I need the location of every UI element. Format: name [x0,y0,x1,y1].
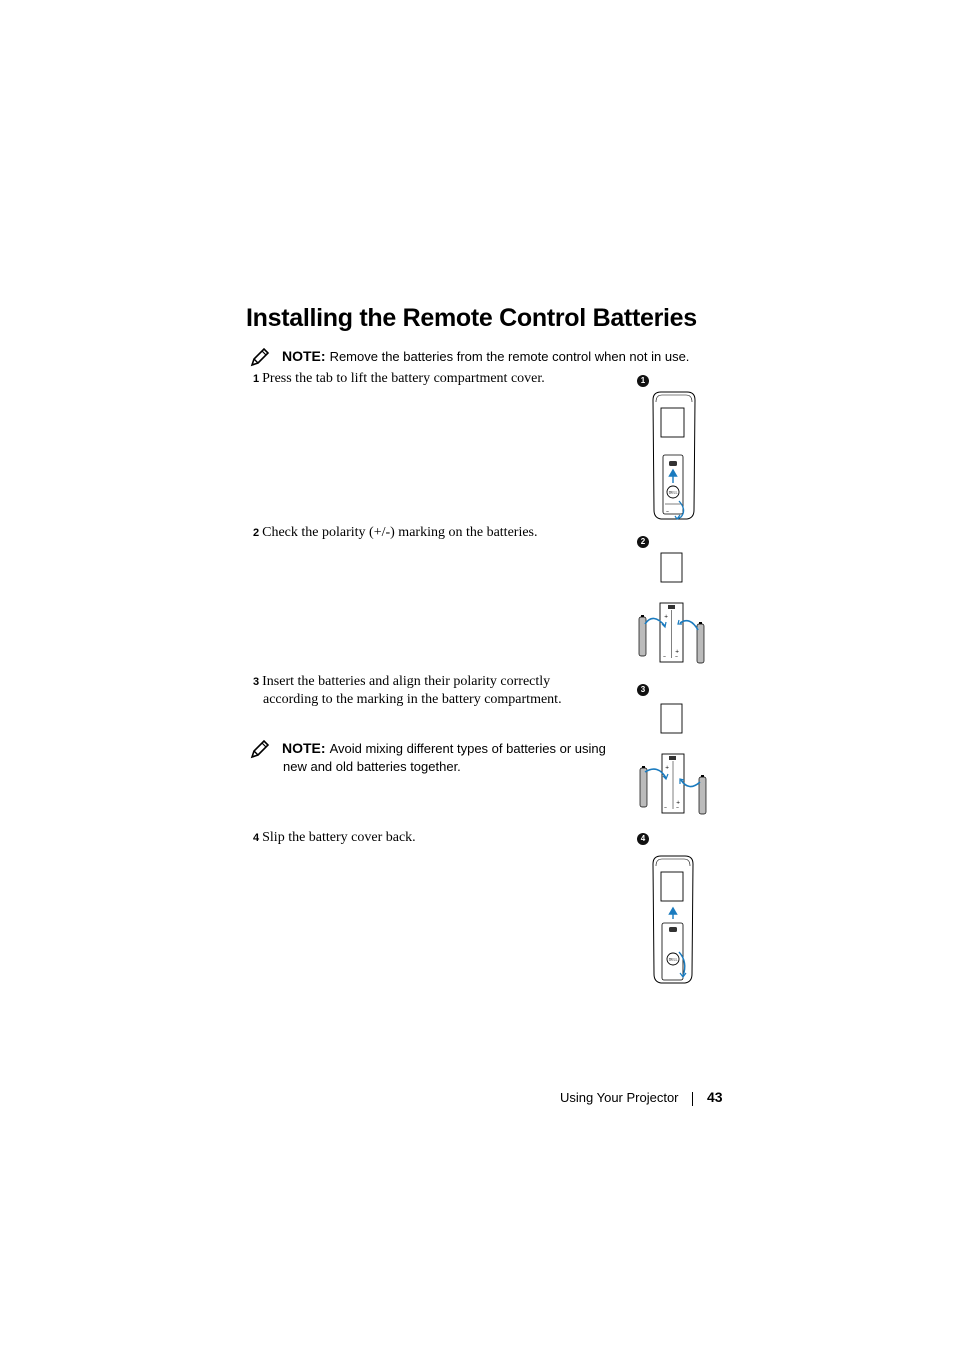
battery-icon [699,775,706,814]
step-3-line-2: according to the marking in the battery compartment. [263,692,562,707]
note-1-label: NOTE: [282,348,326,364]
note-1 [282,348,689,365]
svg-text:–: – [675,653,678,660]
svg-text:–: – [676,804,679,811]
note-2-line-1: Avoid mixing different types of batteries or using [329,741,606,756]
footer-section-title: Using Your Projector [560,1090,679,1105]
step-2-badge: 2 [637,536,649,548]
note-2-label: NOTE: [282,740,326,756]
note-pencil-icon [249,738,271,760]
footer-separator [692,1092,693,1106]
step-2-number: 2 [253,527,260,539]
svg-text:+: + [676,800,681,806]
svg-text:–: – [663,653,666,660]
battery-icon [639,615,646,656]
svg-text:+: + [675,649,680,655]
remote-illustration-4 [645,852,705,988]
step-3-badge: 3 [637,684,649,696]
step-1-number: 1 [253,373,260,385]
step-2 [253,524,538,542]
step-4-text: Slip the battery cover back. [262,830,416,845]
note-pencil-icon [249,346,271,368]
svg-text:DELL: DELL [668,957,678,962]
svg-text:+: + [664,614,669,620]
battery-illustration-3 [633,700,713,818]
step-4-badge: 4 [637,833,649,845]
step-4 [253,829,416,847]
note-2 [282,740,606,757]
step-3-number: 3 [253,676,260,688]
step-4-number: 4 [253,832,260,844]
step-3 [253,673,550,691]
battery-icon [697,622,704,663]
step-2-text: Check the polarity (+/-) marking on the batteries. [262,525,538,540]
svg-text:–: – [664,804,667,811]
note-1-text: Remove the batteries from the remote control when not in use. [329,349,690,364]
remote-illustration-1 [645,388,705,524]
step-3-line-1: Insert the batteries and align their polarity correctly [262,674,551,689]
svg-text:DELL: DELL [668,490,678,495]
svg-text:+: + [665,765,670,771]
svg-text:–: – [666,508,669,515]
note-2-line-2: new and old batteries together. [283,759,461,774]
page-number: 43 [707,1089,723,1105]
step-1-badge: 1 [637,375,649,387]
step-1 [253,370,545,388]
step-1-text: Press the tab to lift the battery compartment cover. [262,371,545,386]
battery-illustration-2 [633,550,713,666]
page-title: Installing the Remote Control Batteries [246,304,697,332]
